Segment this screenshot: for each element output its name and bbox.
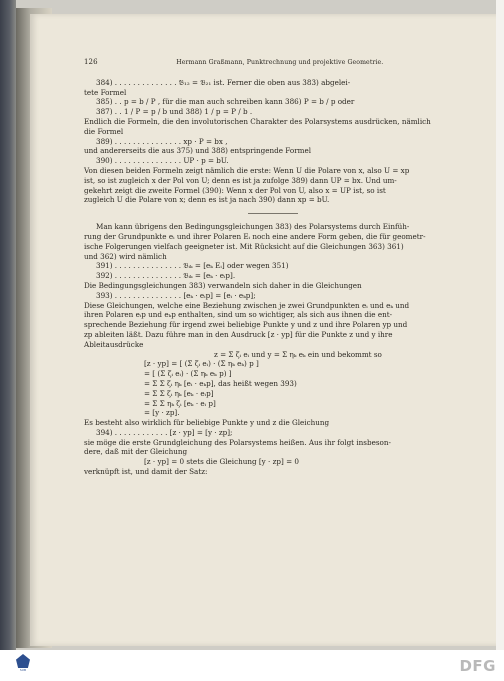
text-line: sie möge die erste Grundgleichung des Polarsystems heißen. Aus ihr folgt insbeson-	[84, 437, 391, 447]
text-line: verknüpft ist, und damit der Satz:	[84, 467, 208, 477]
text-line: = [ (Σ ζᵢ eᵢ) · (Σ ηₖ eₖ p) ]	[144, 369, 232, 379]
text-line: 392) . . . . . . . . . . . . . . . 𝔅ᵢₖ = [eₖ · eᵢp].	[96, 271, 236, 281]
text-line: zp ableiten läßt. Dazu führe man in den Ausdruck [z · yp] für die Punkte z und y ihre	[84, 329, 393, 339]
text-line: sprechende Beziehung für irgend zwei beliebige Punkte y und z und ihre Polaren yp und	[84, 320, 408, 330]
page-content	[84, 58, 462, 477]
text-line: ihren Polaren eᵢp und eₖp enthalten, sind um so wichtiger, als sich aus ihnen die ent-	[84, 310, 393, 320]
text-line: gekehrt zeigt die zweite Formel (390): Wenn x der Pol von U, also x = UP ist, so ist	[84, 185, 386, 195]
text-line: Ableitausdrücke	[84, 339, 144, 349]
section-divider	[248, 213, 298, 214]
text-line: Man kann übrigens den Bedingungsgleichungen 383) des Polarsystems durch Einfüh-	[96, 222, 410, 232]
page-header	[84, 58, 462, 68]
text-line: 394) . . . . . . . . . . . . [z · yp] = [y · zp];	[96, 427, 233, 437]
text-line: die Formel	[84, 126, 124, 136]
text-line: 384) . . . . . . . . . . . . . . 𝔅₁₂ = 𝔅₂₁ ist. Ferner die oben aus 383) abgelei-	[96, 77, 351, 87]
text-line: 389) . . . . . . . . . . . . . . . xp · P = bx ,	[96, 136, 228, 146]
library-logo-caption: SUB	[19, 668, 27, 672]
text-line: = Σ Σ ζᵢ ηₖ [eₖ · eᵢp]	[144, 388, 214, 398]
text-line: [z · yp] = [ (Σ ζᵢ eᵢ) · (Σ ηₖ eₖ) p ]	[144, 359, 259, 369]
text-line: 387) . . 1 / P = p / b und 388) 1 / p = P / b .	[96, 107, 253, 117]
text-line: 393) . . . . . . . . . . . . . . . [eₖ · eᵢp] = [eᵢ · eₖp];	[96, 290, 256, 300]
page-number: 126	[84, 58, 98, 66]
dfg-logo: DFG	[459, 657, 496, 675]
text-line: ische Folgerungen vielfach geeigneter ist. Mit Rücksicht auf die Gleichungen 363) 361)	[84, 241, 404, 251]
text-line: [z · yp] = 0 stets die Gleichung [y · zp] = 0	[144, 457, 299, 467]
text-line: dere, daß mit der Gleichung	[84, 447, 188, 457]
text-line: Diese Gleichungen, welche eine Beziehung zwischen je zwei Grundpunkten eᵢ und eₖ und	[84, 300, 410, 310]
text-line: Die Bedingungsgleichungen 383) verwandeln sich daher in die Gleichungen	[84, 280, 362, 290]
library-emblem-icon	[16, 654, 30, 668]
text-line: und 362) wird nämlich	[84, 251, 167, 261]
text-line: rung der Grundpunkte eᵢ und ihrer Polaren Eᵢ noch eine andere Form geben, die für geometr-	[84, 231, 426, 241]
viewer-footer	[0, 650, 504, 681]
text-line: ist, so ist zugleich x der Pol von U; denn es ist ja zufolge 389) dann UP = bx. Und um-	[84, 175, 397, 185]
text-line: 385) . . p = b / P , für die man auch schreiben kann 386) P = b / p oder	[96, 97, 355, 107]
right-margin-strip	[496, 0, 504, 650]
text-line: tete Formel	[84, 87, 127, 97]
running-title: Hermann Graßmann, Punktrechnung und projektive Geometrie.	[176, 59, 384, 66]
text-line: 391) . . . . . . . . . . . . . . . 𝔅ᵢₖ = [eₖ Eᵢ] oder wegen 351)	[96, 261, 289, 271]
text-body	[84, 78, 462, 477]
text-line: zugleich U die Polare von x; denn es ist ja nach 390) dann xp = bU.	[84, 195, 330, 205]
text-line: Es besteht also wirklich für beliebige Punkte y und z die Gleichung	[84, 418, 330, 428]
text-line: Endlich die Formeln, die den involutorischen Charakter des Polarsystems ausdrücken, nämlich	[84, 116, 431, 126]
text-line: = Σ Σ ζᵢ ηₖ [eᵢ · eₖp], das heißt wegen 393)	[144, 378, 297, 388]
text-line: = Σ Σ ηₖ ζᵢ [eₖ · eᵢ p]	[144, 398, 216, 408]
text-line: 390) . . . . . . . . . . . . . . . UP · p = bU.	[96, 156, 229, 166]
library-logo	[6, 654, 40, 678]
text-line: Von diesen beiden Formeln zeigt nämlich die erste: Wenn U die Polare von x, also U = xp	[84, 165, 410, 175]
book-spine	[0, 0, 16, 650]
text-line: und andererseits die aus 375) und 388) entspringende Formel	[84, 146, 311, 156]
text-line: z = Σ ζᵢ eᵢ und y = Σ ηₖ eₖ ein und bekommt so	[214, 349, 382, 359]
text-line: = [y · zp].	[144, 408, 180, 418]
